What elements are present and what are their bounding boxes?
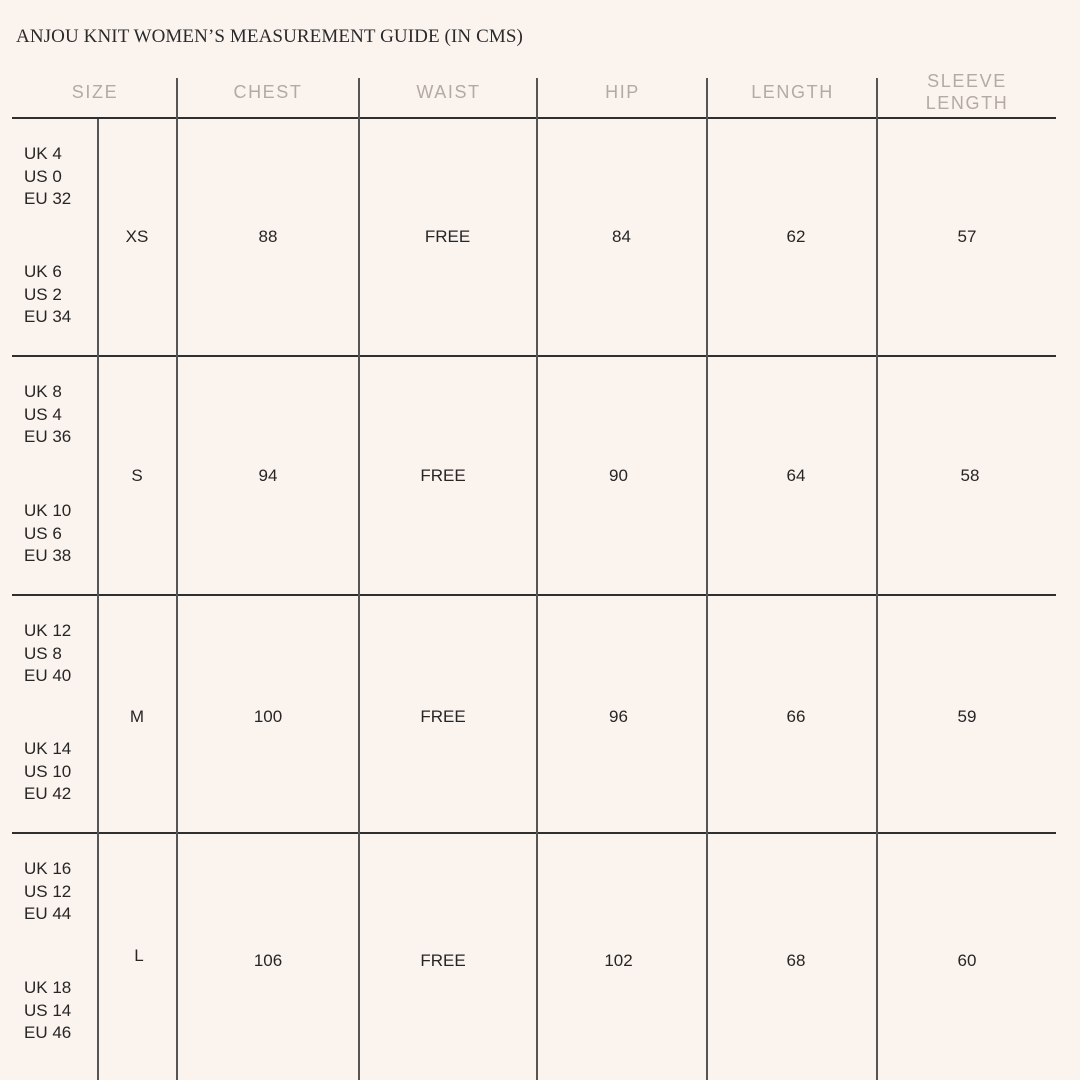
row-divider bbox=[12, 355, 1056, 357]
size-equivalents-b: UK 18 US 14 EU 46 bbox=[24, 978, 72, 1042]
hip-value: 90 bbox=[609, 466, 628, 485]
chest-value: 88 bbox=[258, 227, 278, 246]
chest-value: 94 bbox=[258, 466, 278, 485]
waist-value: FREE bbox=[420, 951, 466, 970]
row-divider bbox=[12, 594, 1056, 596]
length-value: 64 bbox=[786, 466, 806, 485]
size-equivalents-b: UK 10 US 6 EU 38 bbox=[24, 501, 72, 565]
chest-value: 100 bbox=[253, 707, 283, 726]
row-divider bbox=[12, 832, 1056, 834]
size-code: S bbox=[131, 466, 143, 485]
size-equivalents-a: UK 8 US 4 EU 36 bbox=[24, 382, 72, 446]
hip-value: 84 bbox=[612, 227, 631, 246]
size-equivalents-b: UK 6 US 2 EU 34 bbox=[24, 262, 72, 326]
length-value: 68 bbox=[786, 951, 806, 970]
column-divider bbox=[97, 119, 99, 1080]
sleeve-length-value: 60 bbox=[957, 951, 977, 970]
waist-value: FREE bbox=[420, 466, 466, 485]
header-divider bbox=[12, 117, 1056, 119]
size-code: XS bbox=[125, 227, 149, 246]
length-value: 62 bbox=[786, 227, 806, 246]
waist-value: FREE bbox=[420, 707, 466, 726]
header-hip: HIP bbox=[605, 82, 640, 102]
column-divider bbox=[876, 78, 878, 358]
page-title: ANJOU KNIT WOMEN’S MEASUREMENT GUIDE (IN CMS) bbox=[16, 26, 523, 47]
waist-value: FREE bbox=[424, 227, 471, 246]
sleeve-length-value: 59 bbox=[957, 707, 977, 726]
hip-value: 102 bbox=[604, 951, 633, 970]
header-size: SIZE bbox=[71, 82, 119, 102]
size-equivalents-a: UK 16 US 12 EU 44 bbox=[24, 859, 72, 923]
sleeve-length-value: 57 bbox=[957, 227, 977, 246]
size-equivalents-a: UK 4 US 0 EU 32 bbox=[24, 144, 72, 208]
header-length: LENGTH bbox=[751, 82, 834, 102]
sleeve-length-value: 58 bbox=[960, 466, 980, 485]
header-waist: WAIST bbox=[416, 82, 481, 102]
hip-value: 96 bbox=[609, 707, 628, 726]
size-code: M bbox=[129, 707, 145, 726]
size-code: L bbox=[134, 946, 144, 965]
header-sleeve-length: SLEEVE LENGTH bbox=[925, 71, 1009, 113]
header-chest: CHEST bbox=[233, 82, 303, 102]
chest-value: 106 bbox=[253, 951, 283, 970]
size-equivalents-a: UK 12 US 8 EU 40 bbox=[24, 621, 72, 685]
length-value: 66 bbox=[786, 707, 806, 726]
size-equivalents-b: UK 14 US 10 EU 42 bbox=[24, 739, 72, 803]
